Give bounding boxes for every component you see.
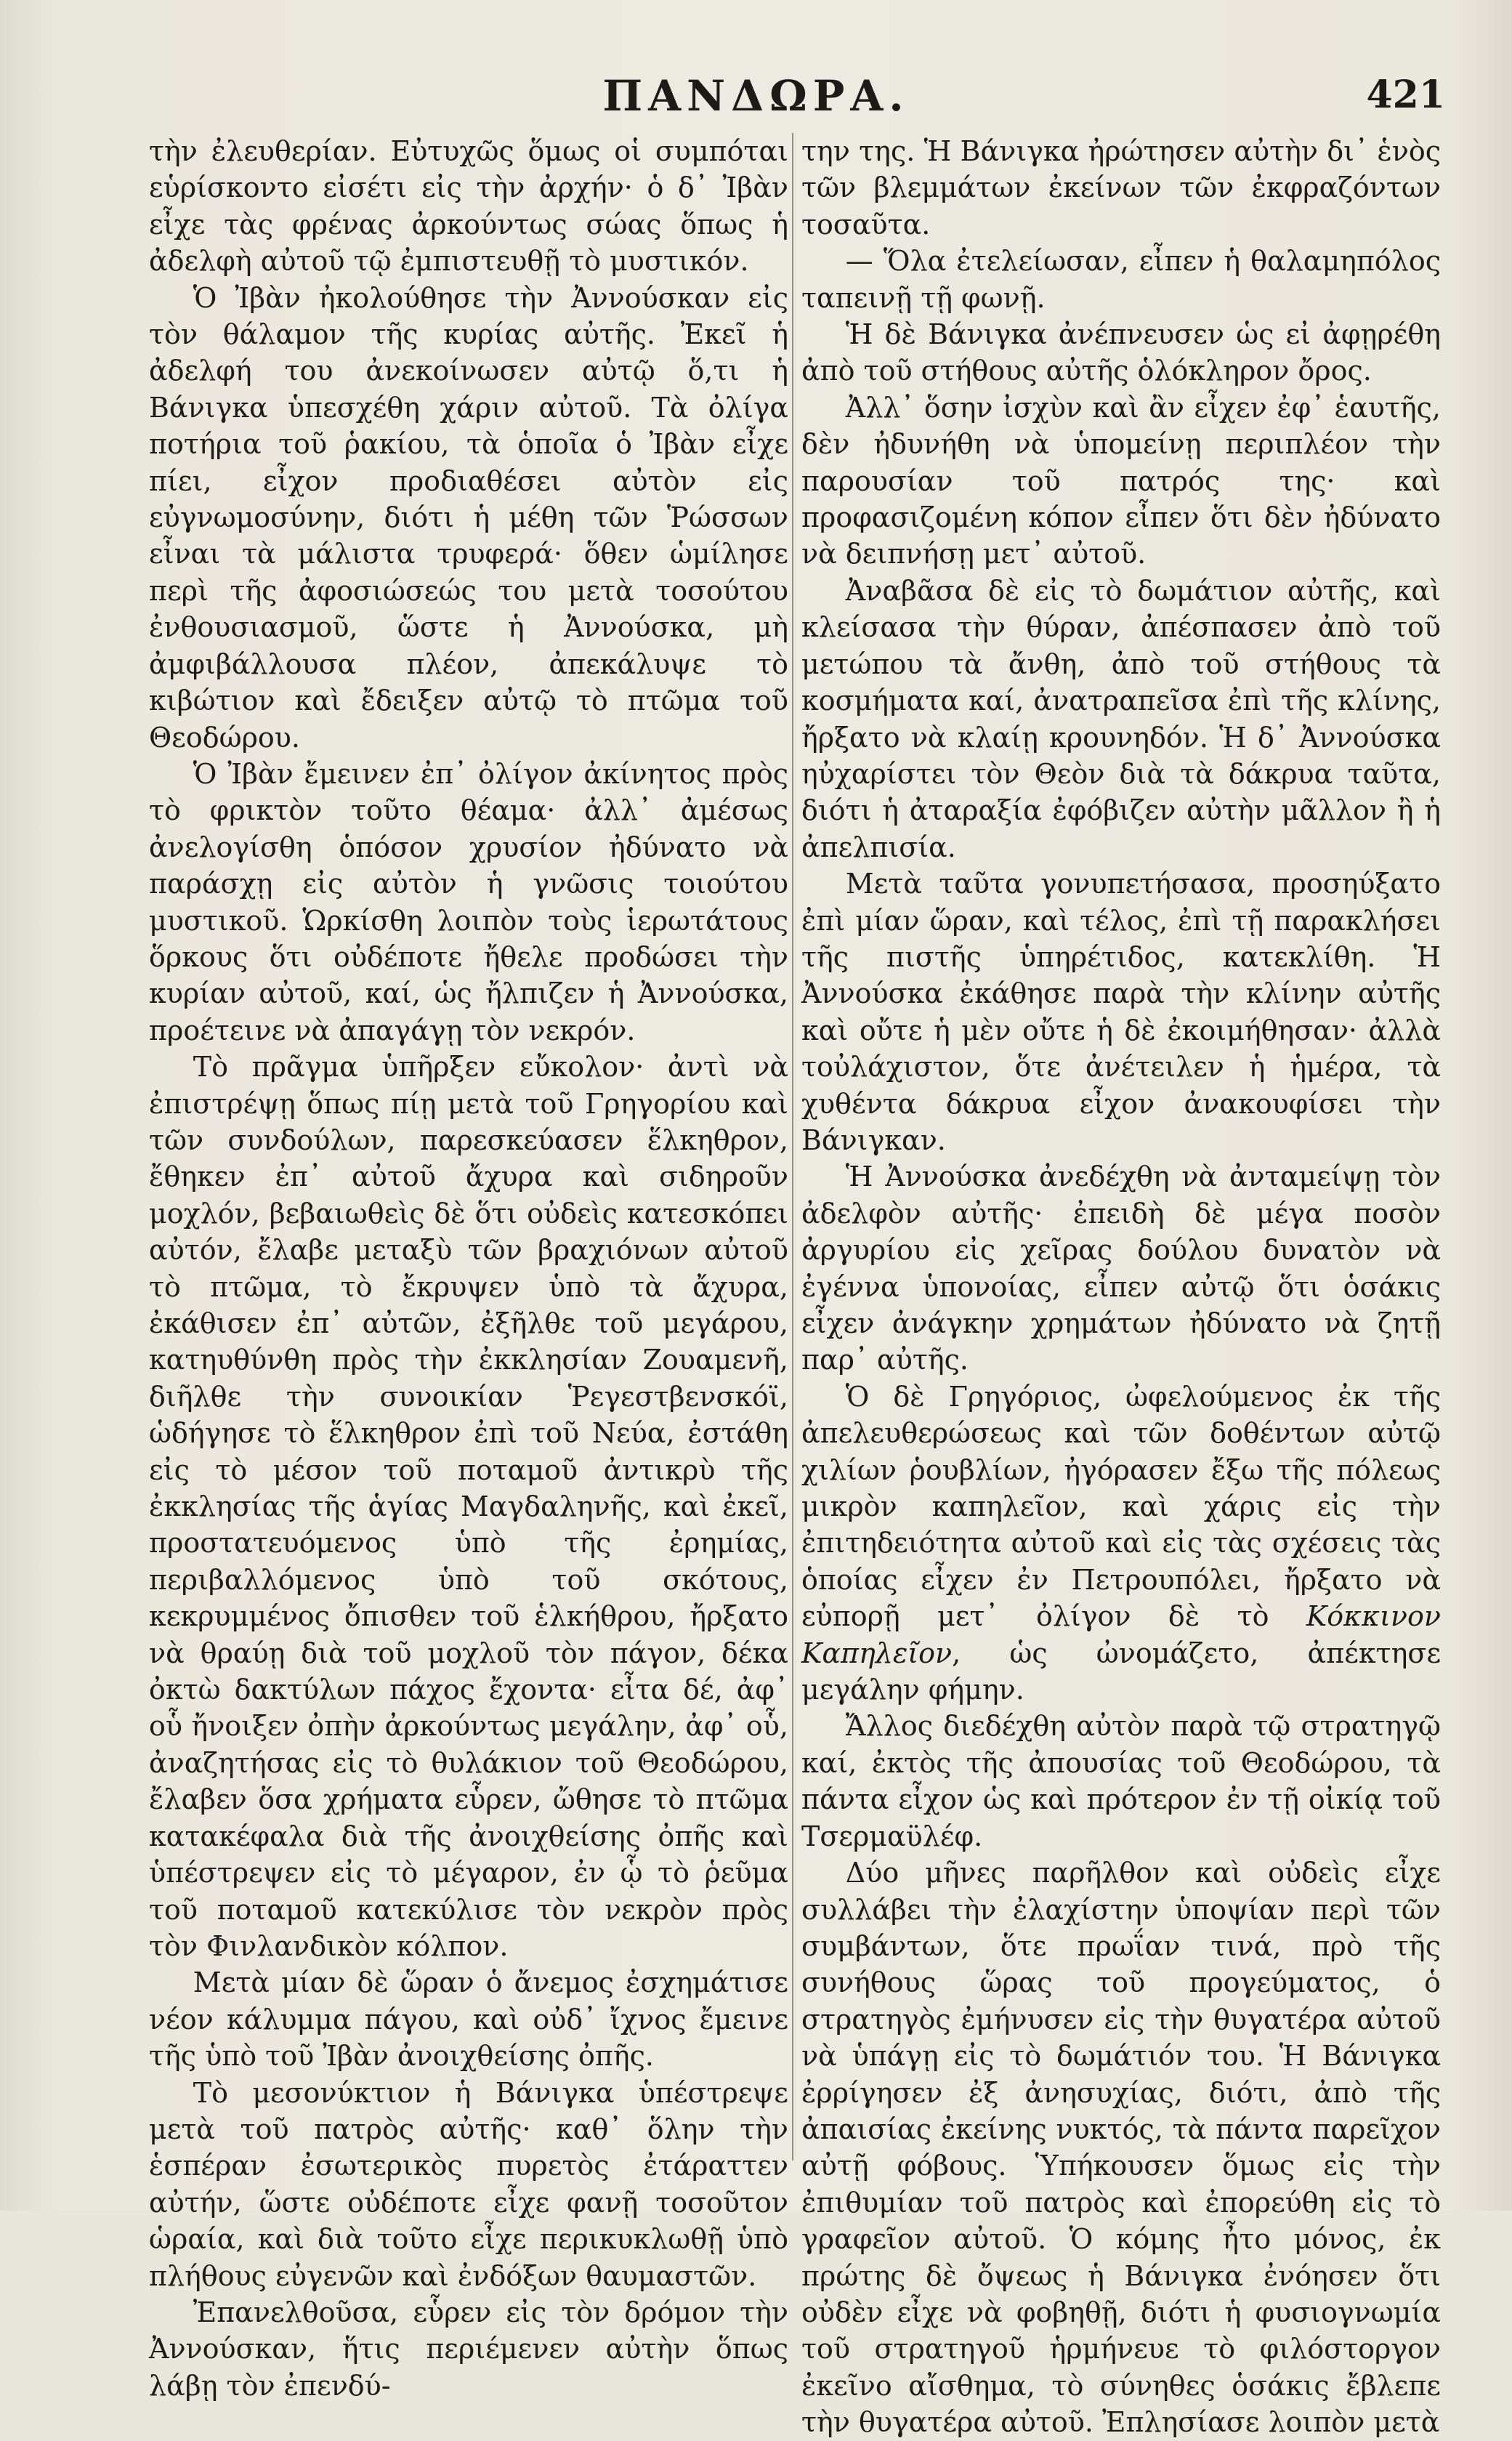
paragraph: Μετὰ ταῦτα γονυπετήσασα, προσηύξατο ἐπὶ μίαν ὥραν, καὶ τέλος, ἐπὶ τῇ παρακλήσει τῆς πιστῆς ὑπηρέτιδος, κατεκλίθη. Ἡ Ἀννούσκα ἐκάθησε παρὰ τὴν κλίνην αὐτῆς καὶ οὔτε ἡ μὲν οὔτε ἡ δὲ ἐκοιμήθησαν· ἀλλὰ τοὐλάχιστον, ὅτε ἀνέτειλεν ἡ ἡμέρα, τὰ χυθέντα δάκρυα εἶχον ἀνακουφίσει τὴν Βάνιγκαν. [801,868,1441,1156]
column-divider [792,133,793,2160]
text-run: , ὡς ὠνομάζετο, ἀπέκτησε μεγάλην φήμην. [801,1637,1441,1706]
paragraph: Δύο μῆνες παρῆλθον καὶ οὐδεὶς εἶχε συλλάβει τὴν ἐλαχίστην ὑποψίαν περὶ τῶν συμβάντων, ὅτε πρωΐαν τινά, πρὸ τῆς συνήθους ὥρας τοῦ προγεύματος, ὁ στρατηγὸς ἐμήνυσεν εἰς τὴν θυγατέρα αὐτοῦ νὰ ὑπάγῃ εἰς τὸ δωμάτιόν του. Ἡ Βάνιγκα ἐρρίγησεν ἐξ ἀνησυχίας, διότι, ἀπὸ τῆς ἀπαισίας ἐκείνης νυκτός, τὰ πάντα παρεῖχον αὐτῇ φόβους. Ὑπήκουσεν ὅμως εἰς τὴν ἐπιθυμίαν τοῦ πατρὸς καὶ ἐπορεύθη εἰς τὸ γραφεῖον αὐτοῦ. Ὁ κόμης ἦτο μόνος, ἐκ πρώτης δὲ ὄψεως ἡ Βάνιγκα ἐνόησεν ὅτι οὐδὲν εἶχε νὰ φοβηθῇ, διότι ἡ φυσιογνωμία τοῦ στρατηγοῦ ἡρμήνευε τὸ φιλόστοργον ἐκεῖνο αἴσθημα, τὸ σύνηθες ὁσάκις ἔβλεπε τὴν θυγατέρα αὐτοῦ. Ἐπλησίασε λοιπὸν μετὰ [801,1857,1441,2439]
paragraph: Ἡ Ἀννούσκα ἀνεδέχθη νὰ ἀνταμείψῃ τὸν ἀδελφὸν αὐτῆς· ἐπειδὴ δὲ μέγα ποσὸν ἀργυρίου εἰς χεῖρας δούλου δυνατὸν νὰ ἐγέννα ὑπονοίας, εἶπεν αὐτῷ ὅτι ὁσάκις εἶχεν ἀνάγκην χρημάτων ἠδύνατο νὰ ζητῇ παρ᾿ αὐτῆς. [801,1161,1441,1376]
journal-title: ΠΑΝΔΩΡΑ. [602,71,910,121]
paragraph: Ἀλλ᾿ ὅσην ἰσχὺν καὶ ἂν εἶχεν ἐφ᾿ ἑαυτῆς, δὲν ἠδυνήθη νὰ ὑπομείνῃ περιπλέον τὴν παρουσίαν τοῦ πατρός της· καὶ προφασιζομένη κόπον εἶπεν ὅτι δὲν ἠδύνατο νὰ δειπνήσῃ μετ᾿ αὐτοῦ. [801,391,1441,570]
paragraph: Τὸ μεσονύκτιον ἡ Βάνιγκα ὑπέστρεψε μετὰ τοῦ πατρὸς αὐτῆς· καθ᾿ ὅλην τὴν ἑσπέραν ἐσωτερικὸς πυρετὸς ἐτάραττεν αὐτήν, ὥστε οὐδέποτε εἶχε φανῇ τοσοῦτον ὡραία, καὶ διὰ τοῦτο εἶχε περικυκλωθῇ ὑπὸ πλήθους εὐγενῶν καὶ ἐνδόξων θαυμαστῶν. [149,2076,788,2292]
running-head [0,65,1512,124]
paragraph: Ὁ Ἰβὰν ἔμεινεν ἐπ᾿ ὀλίγον ἀκίνητος πρὸς τὸ φρικτὸν τοῦτο θέαμα· ἀλλ᾿ ἀμέσως ἀνελογίσθη ὁπόσον χρυσίον ἠδύνατο νὰ παράσχῃ εἰς αὐτὸν ἡ γνῶσις τοιούτου μυστικοῦ. Ὡρκίσθη λοιπὸν τοὺς ἱερωτάτους ὅρκους ὅτι οὐδέποτε ἤθελε προδώσει τὴν κυρίαν αὐτοῦ, καί, ὡς ἤλπιζεν ἡ Ἀννούσκα, προέτεινε νὰ ἀπαγάγῃ τὸν νεκρόν. [149,757,788,1046]
text-run: Ὁ δὲ Γρηγόριος, ὠφελούμενος ἐκ τῆς ἀπελευθερώσεως καὶ τῶν δοθέντων αὐτῷ χιλίων ῥουβλίων, ἠγόρασεν ἔξω τῆς πόλεως μικρὸν καπηλεῖον, καὶ χάρις εἰς τὴν ἐπιτηδειότητα αὐτοῦ καὶ εἰς τὰς σχέσεις τὰς ὁποίας εἶχεν ἐν Πετρουπόλει, ἤρξατο νὰ εὐπορῇ μετ᾿ ὀλίγον δὲ τὸ [801,1380,1441,1633]
paragraph: Ἐπανελθοῦσα, εὗρεν εἰς τὸν δρόμον τὴν Ἀννούσκαν, ἥτις περιέμενεν αὐτὴν ὅπως λάβῃ τὸν ἐπενδύ- [149,2296,788,2402]
paragraph: Ὁ Ἰβὰν ἠκολούθησε τὴν Ἀννούσκαν εἰς τὸν θάλαμον τῆς κυρίας αὐτῆς. Ἐκεῖ ἡ ἀδελφή του ἀνεκοίνωσεν αὐτῷ ὅ,τι ἡ Βάνιγκα ὑπεσχέθη χάριν αὐτοῦ. Τὰ ὀλίγα ποτήρια τοῦ ῥακίου, τὰ ὁποῖα ὁ Ἰβὰν εἶχε πίει, εἶχον προδιαθέσει αὐτὸν εἰς εὐγνωμοσύνην, διότι ἡ μέθη τῶν Ῥώσσων εἶναι τὰ μάλιστα τρυφερά· ὅθεν ὡμίλησε περὶ τῆς ἀφοσιώσεώς του μετὰ τοσούτου ἐνθουσιασμοῦ, ὥστε ἡ Ἀννούσκα, μὴ ἀμφιβάλλουσα πλέον, ἀπεκάλυψε τὸ κιβώτιον καὶ ἔδειξεν αὐτῷ τὸ πτῶμα τοῦ Θεοδώρου. [149,281,788,754]
paragraph: Μετὰ μίαν δὲ ὥραν ὁ ἄνεμος ἐσχημάτισε νέον κάλυμμα πάγου, καὶ οὐδ᾿ ἴχνος ἔμεινε τῆς ὑπὸ τοῦ Ἰβὰν ἀνοιχθείσης ὀπῆς. [149,1966,788,2073]
paragraph [801,1379,1441,1708]
right-column [801,133,1441,2439]
left-column [149,133,788,2402]
paragraph: Ἄλλος διεδέχθη αὐτὸν παρὰ τῷ στρατηγῷ καί, ἐκτὸς τῆς ἀπουσίας τοῦ Θεοδώρου, τὰ πάντα εἶχον ὡς καὶ πρότερον ἐν τῇ οἰκίᾳ τοῦ Τσερμαϋλέφ. [801,1710,1441,1852]
paragraph: την της. Ἡ Βάνιγκα ἠρώτησεν αὐτὴν δι᾿ ἑνὸς τῶν βλεμμάτων ἐκείνων τῶν ἐκφραζόντων τοσαῦτα. [801,135,1441,241]
paragraph: Ἀναβᾶσα δὲ εἰς τὸ δωμάτιον αὐτῆς, καὶ κλείσασα τὴν θύραν, ἀπέσπασεν ἀπὸ τοῦ μετώπου τὰ ἄνθη, ἀπὸ τοῦ στήθους τὰ κοσμήματα καί, ἀνατραπεῖσα ἐπὶ τῆς κλίνης, ἤρξατο νὰ κλαίῃ κρουνηδόν. Ἡ δ᾿ Ἀννούσκα ηὐχαρίστει τὸν Θεὸν διὰ τὰ δάκρυα ταῦτα, διότι ἡ ἀταραξία ἐφόβιζεν αὐτὴν μᾶλλον ἢ ἡ ἀπελπισία. [801,574,1441,863]
page-number: 421 [1366,73,1445,117]
paragraph: τὴν ἐλευθερίαν. Εὐτυχῶς ὅμως οἱ συμπόται εὑρίσκοντο εἰσέτι εἰς τὴν ἀρχήν· ὁ δ᾿ Ἰβὰν εἶχε τὰς φρένας ἀρκούντως σώας ὅπως ἡ ἀδελφὴ αὐτοῦ τῷ ἐμπιστευθῇ τὸ μυστικόν. [149,135,788,278]
paragraph: Τὸ πρᾶγμα ὑπῆρξεν εὔκολον· ἀντὶ νὰ ἐπιστρέψῃ ὅπως πίῃ μετὰ τοῦ Γρηγορίου καὶ τῶν συνδούλων, παρεσκεύασεν ἕλκηθρον, ἔθηκεν ἐπ᾿ αὐτοῦ ἄχυρα καὶ σιδηροῦν μοχλόν, βεβαιωθεὶς δὲ ὅτι οὐδεὶς κατεσκόπει αὐτόν, ἔλαβε μεταξὺ τῶν βραχιόνων αὐτοῦ τὸ πτῶμα, τὸ ἔκρυψεν ὑπὸ τὰ ἄχυρα, ἐκάθισεν ἐπ᾿ αὐτῶν, ἐξῆλθε τοῦ μεγάρου, κατηυθύνθη πρὸς τὴν ἐκκλησίαν Ζουαμενῆ, διῆλθε τὴν συνοικίαν Ῥεγεστβενσκόϊ, ὡδήγησε τὸ ἕλκηθρον ἐπὶ τοῦ Νεύα, ἐστάθη εἰς τὸ μέσον τοῦ ποταμοῦ ἀντικρὺ τῆς ἐκκλησίας τῆς ἁγίας Μαγδαληνῆς, καὶ ἐκεῖ, προστατευόμενος ὑπὸ τῆς ἐρημίας, περιβαλλόμενος ὑπὸ τοῦ σκότους, κεκρυμμένος ὄπισθεν τοῦ ἑλκήθρου, ἤρξατο νὰ θραύῃ διὰ τοῦ μοχλοῦ τὸν πάγον, δέκα ὀκτὼ δακτύλων πάχος ἔχοντα· εἶτα δέ, ἀφ᾿ οὗ ἤνοιξεν ὀπὴν ἀρκούντως μεγάλην, ἀφ᾿ οὗ, ἀναζητήσας εἰς τὸ θυλάκιον τοῦ Θεοδώρου, ἔλαβεν ὅσα χρήματα εὗρεν, ὤθησε τὸ πτῶμα κατακέφαλα διὰ τῆς ἀνοιχθείσης ὀπῆς καὶ ὑπέστρεψεν εἰς τὸ μέγαρον, ἐν ᾧ τὸ ῥεῦμα τοῦ ποταμοῦ κατεκύλισε τὸν νεκρὸν πρὸς τὸν Φινλανδικὸν κόλπον. [149,1051,788,1962]
tavern-name: Κόκκινον Καπηλεῖον [801,1600,1441,1669]
paragraph: — Ὅλα ἐτελείωσαν, εἶπεν ἡ θαλαμηπόλος ταπεινῇ τῇ φωνῇ. [801,245,1441,314]
paragraph: Ἡ δὲ Βάνιγκα ἀνέπνευσεν ὡς εἰ ἀφῃρέθη ἀπὸ τοῦ στήθους αὐτῆς ὁλόκληρον ὄρος. [801,318,1441,387]
